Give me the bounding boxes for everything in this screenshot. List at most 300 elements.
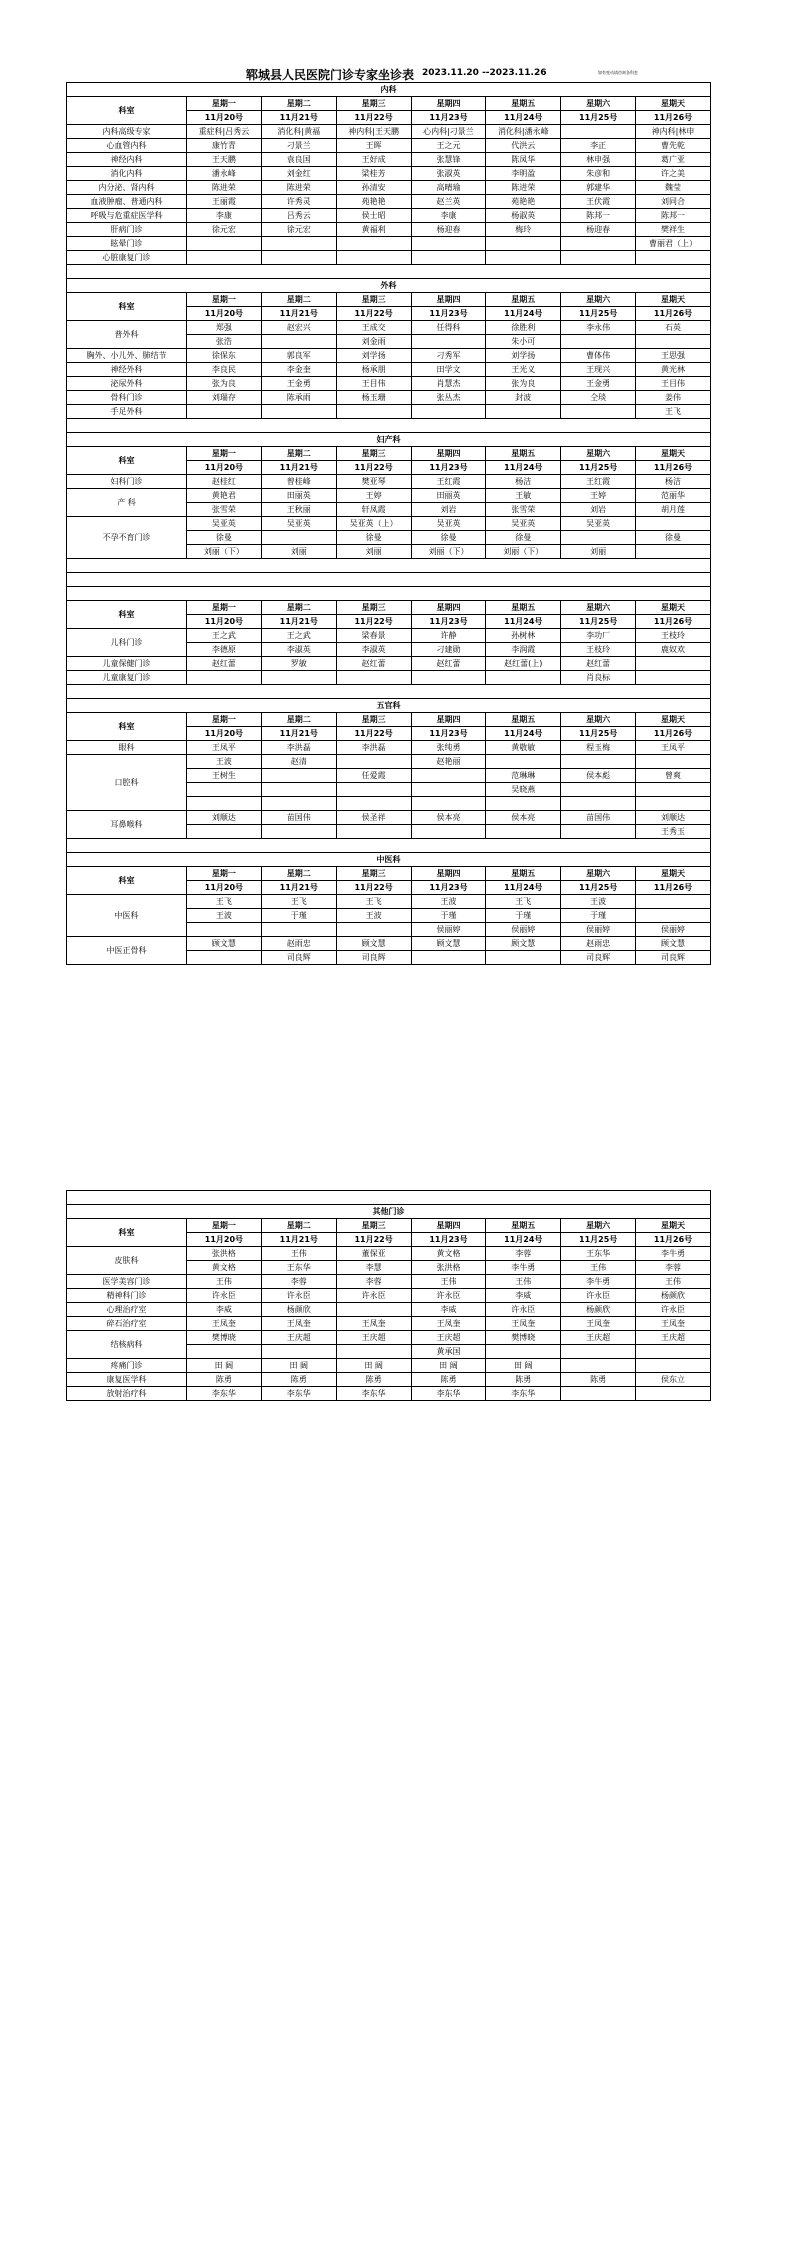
doctor-cell: 李威 [411, 1303, 486, 1317]
doctor-cell: 顾文慧 [411, 937, 486, 951]
dept-header: 科室 [67, 867, 187, 895]
doctor-cell: 陈勇 [187, 1373, 262, 1387]
doctor-cell: 魏莹 [636, 181, 711, 195]
doctor-cell: 程玉梅 [561, 741, 636, 755]
doctor-cell: 王树生 [187, 769, 262, 783]
doctor-cell [561, 1345, 636, 1359]
table-row [67, 517, 711, 531]
table-row [67, 657, 711, 671]
doctor-cell: 杨迎春 [561, 223, 636, 237]
doctor-cell [261, 797, 336, 811]
weekday-cell: 星期五 [486, 713, 561, 727]
doctor-cell: 李东华 [261, 1387, 336, 1401]
doctor-cell [636, 797, 711, 811]
doctor-cell: 黄敬敏 [486, 741, 561, 755]
blank-row [67, 559, 711, 573]
doctor-cell: 王伟 [411, 1275, 486, 1289]
doctor-cell [187, 783, 262, 797]
doctor-cell: 张洪格 [187, 1247, 262, 1261]
section-title: 妇产科 [67, 433, 711, 447]
dept-header: 科室 [67, 713, 187, 741]
doctor-cell: 吴亚英 [561, 517, 636, 531]
doctor-cell [636, 335, 711, 349]
doctor-cell: 王庆超 [411, 1331, 486, 1345]
doctor-cell: 许永臣 [411, 1289, 486, 1303]
dept-header: 科室 [67, 1219, 187, 1247]
doctor-cell: 赵兰英 [411, 195, 486, 209]
dept-cell: 心理治疗室 [67, 1303, 187, 1317]
weekday-cell: 星期三 [336, 867, 411, 881]
doctor-cell: 司良辉 [336, 951, 411, 965]
doctor-cell: 侯圣祥 [336, 811, 411, 825]
doctor-cell: 李淑英 [261, 643, 336, 657]
dept-cell: 心脏康复门诊 [67, 251, 187, 265]
doctor-cell: 郭良军 [261, 349, 336, 363]
doctor-cell: 陈勇 [411, 1373, 486, 1387]
doctor-cell: 王红霞 [411, 475, 486, 489]
date-cell: 11月23号 [411, 307, 486, 321]
table-row [67, 125, 711, 139]
doctor-cell: 顾文慧 [486, 937, 561, 951]
weekday-row [67, 1219, 711, 1233]
doctor-cell [561, 531, 636, 545]
table-row [67, 391, 711, 405]
doctor-cell [261, 1345, 336, 1359]
doctor-cell: 任得科 [411, 321, 486, 335]
doctor-cell [261, 825, 336, 839]
date-cell: 11月21号 [261, 881, 336, 895]
weekday-cell: 星期一 [187, 1219, 262, 1233]
doctor-cell: 刁秀军 [411, 349, 486, 363]
doctor-cell: 樊博晓 [486, 1331, 561, 1345]
doctor-cell [411, 769, 486, 783]
dept-cell: 手足外科 [67, 405, 187, 419]
doctor-cell [261, 405, 336, 419]
section-title-row [67, 83, 711, 97]
date-cell: 11月22号 [336, 307, 411, 321]
doctor-cell: 于瑾 [561, 909, 636, 923]
doctor-cell: 侯本彪 [561, 769, 636, 783]
weekday-cell: 星期五 [486, 601, 561, 615]
doctor-cell: 李蓉 [261, 1275, 336, 1289]
doctor-cell: 司良辉 [561, 951, 636, 965]
doctor-cell: 范琳琳 [486, 769, 561, 783]
doctor-cell: 神内科|王天鹏 [336, 125, 411, 139]
doctor-cell: 陈勇 [561, 1373, 636, 1387]
doctor-cell: 王波 [561, 895, 636, 909]
weekday-cell: 星期天 [636, 293, 711, 307]
doctor-cell: 李德原 [187, 643, 262, 657]
doctor-cell [486, 825, 561, 839]
date-cell: 11月26号 [636, 1233, 711, 1247]
table-row [67, 811, 711, 825]
weekday-cell: 星期三 [336, 97, 411, 111]
doctor-cell: 王目伟 [636, 377, 711, 391]
dept-cell: 内科高级专家 [67, 125, 187, 139]
doctor-cell [411, 783, 486, 797]
doctor-cell: 田 阔 [336, 1359, 411, 1373]
doctor-cell: 王波 [187, 909, 262, 923]
table-row [67, 1247, 711, 1261]
date-cell: 11月21号 [261, 461, 336, 475]
doctor-cell [411, 251, 486, 265]
doctor-cell: 姜伟 [636, 391, 711, 405]
doctor-cell: 赵红蕾 [336, 657, 411, 671]
doctor-cell: 徐曼 [411, 531, 486, 545]
doctor-cell: 朱彦和 [561, 167, 636, 181]
dept-cell: 皮肤科 [67, 1247, 187, 1275]
weekday-cell: 星期二 [261, 601, 336, 615]
doctor-cell: 苗国伟 [561, 811, 636, 825]
dept-cell: 康复医学科 [67, 1373, 187, 1387]
doctor-cell [561, 783, 636, 797]
doctor-cell: 樊博晓 [187, 1331, 262, 1345]
doctor-cell: 消化科|黄福 [261, 125, 336, 139]
doctor-cell: 袁良国 [261, 153, 336, 167]
doctor-cell: 罗敏 [261, 657, 336, 671]
schedule-table-page2 [66, 1190, 711, 1401]
date-cell: 11月23号 [411, 1233, 486, 1247]
weekday-cell: 星期二 [261, 713, 336, 727]
section-title [67, 587, 711, 601]
doctor-cell: 陈勇 [486, 1373, 561, 1387]
weekday-cell: 星期天 [636, 1219, 711, 1233]
doctor-cell [336, 1345, 411, 1359]
doctor-cell: 黄福利 [336, 223, 411, 237]
doctor-cell [636, 895, 711, 909]
doctor-cell: 徐曼 [336, 531, 411, 545]
doctor-cell [261, 769, 336, 783]
doctor-cell: 徐保东 [187, 349, 262, 363]
doctor-cell: 李蓉 [636, 1261, 711, 1275]
doctor-cell [486, 797, 561, 811]
doctor-cell [561, 797, 636, 811]
dept-cell: 妇科门诊 [67, 475, 187, 489]
doctor-cell [636, 545, 711, 559]
doctor-cell: 王凤平 [187, 741, 262, 755]
doctor-cell: 王伟 [636, 1275, 711, 1289]
doctor-cell [336, 251, 411, 265]
dept-cell: 结核病科 [67, 1331, 187, 1359]
blank-cell [67, 419, 711, 433]
doctor-cell: 任爱霞 [336, 769, 411, 783]
doctor-cell: 潘永峰 [187, 167, 262, 181]
table-row [67, 1289, 711, 1303]
doctor-cell: 李正 [561, 139, 636, 153]
header-note: 如有变动请咨询各科室 [598, 70, 638, 75]
doctor-cell: 李良民 [187, 363, 262, 377]
weekday-cell: 星期三 [336, 1219, 411, 1233]
doctor-cell: 刘丽（下） [411, 545, 486, 559]
weekday-cell: 星期二 [261, 97, 336, 111]
section-title-row [67, 279, 711, 293]
doctor-cell [561, 1387, 636, 1401]
doctor-cell: 朱小可 [486, 335, 561, 349]
doctor-cell: 鹿奴欢 [636, 643, 711, 657]
weekday-cell: 星期一 [187, 867, 262, 881]
table-row [67, 1275, 711, 1289]
date-cell: 11月23号 [411, 111, 486, 125]
doctor-cell: 赵清 [261, 755, 336, 769]
dept-cell: 肝病门诊 [67, 223, 187, 237]
table-row [67, 1331, 711, 1345]
doctor-cell: 侯丽婷 [636, 923, 711, 937]
doctor-cell: 曹先乾 [636, 139, 711, 153]
doctor-cell [411, 237, 486, 251]
doctor-cell: 田丽英 [411, 489, 486, 503]
dept-cell: 放射治疗科 [67, 1387, 187, 1401]
doctor-cell: 王敏 [486, 489, 561, 503]
doctor-cell [187, 797, 262, 811]
section-title: 外科 [67, 279, 711, 293]
doctor-cell: 郑强 [187, 321, 262, 335]
doctor-cell: 赵红蕾 [411, 657, 486, 671]
date-cell: 11月20号 [187, 111, 262, 125]
table-row [67, 489, 711, 503]
doctor-cell [636, 671, 711, 685]
weekday-cell: 星期一 [187, 601, 262, 615]
date-cell: 11月22号 [336, 1233, 411, 1247]
doctor-cell [336, 1303, 411, 1317]
doctor-cell: 侯东立 [636, 1373, 711, 1387]
dept-cell: 耳鼻喉科 [67, 811, 187, 839]
table-row [67, 167, 711, 181]
doctor-cell: 王飞 [187, 895, 262, 909]
doctor-cell: 刘学扬 [486, 349, 561, 363]
doctor-cell: 代洪云 [486, 139, 561, 153]
weekday-cell: 星期一 [187, 447, 262, 461]
date-cell: 11月25号 [561, 461, 636, 475]
doctor-cell: 黄艳君 [187, 489, 262, 503]
date-cell: 11月24号 [486, 111, 561, 125]
weekday-cell: 星期天 [636, 97, 711, 111]
weekday-cell: 星期六 [561, 293, 636, 307]
doctor-cell: 梁桂芳 [336, 167, 411, 181]
doctor-cell: 赵桂红 [187, 475, 262, 489]
date-cell: 11月26号 [636, 881, 711, 895]
section-title: 五官科 [67, 699, 711, 713]
weekday-cell: 星期天 [636, 713, 711, 727]
doctor-cell: 王秀玉 [636, 825, 711, 839]
doctor-cell: 梅玲 [486, 223, 561, 237]
doctor-cell: 樊亚琴 [336, 475, 411, 489]
date-cell: 11月20号 [187, 307, 262, 321]
doctor-cell: 李康 [187, 209, 262, 223]
dept-header: 科室 [67, 97, 187, 125]
dept-cell: 产 科 [67, 489, 187, 517]
doctor-cell: 高晴瑜 [411, 181, 486, 195]
doctor-cell: 杨颜欣 [261, 1303, 336, 1317]
doctor-cell: 王庆超 [336, 1331, 411, 1345]
doctor-cell: 张雪荣 [187, 503, 262, 517]
date-cell: 11月21号 [261, 1233, 336, 1247]
blank-cell [67, 839, 711, 853]
doctor-cell: 许永臣 [636, 1303, 711, 1317]
doctor-cell [261, 923, 336, 937]
doctor-cell: 神内科|林申 [636, 125, 711, 139]
doctor-cell: 吕秀云 [261, 209, 336, 223]
table-row [67, 1373, 711, 1387]
dept-cell: 儿童保健门诊 [67, 657, 187, 671]
table-row [67, 377, 711, 391]
weekday-cell: 星期三 [336, 293, 411, 307]
doctor-cell: 黄文格 [187, 1261, 262, 1275]
weekday-cell: 星期五 [486, 1219, 561, 1233]
doctor-cell [336, 783, 411, 797]
date-cell: 11月23号 [411, 881, 486, 895]
dept-header: 科室 [67, 601, 187, 629]
doctor-cell [636, 1359, 711, 1373]
doctor-cell: 张淑英 [411, 167, 486, 181]
doctor-cell: 赵雨忠 [561, 937, 636, 951]
doctor-cell [486, 755, 561, 769]
doctor-cell: 侯本亮 [486, 811, 561, 825]
doctor-cell [636, 783, 711, 797]
doctor-cell: 李东华 [486, 1387, 561, 1401]
doctor-cell: 董保亚 [336, 1247, 411, 1261]
dept-cell: 儿童康复门诊 [67, 671, 187, 685]
doctor-cell: 吴亚英 [261, 517, 336, 531]
doctor-cell [411, 405, 486, 419]
doctor-cell: 田丽英 [261, 489, 336, 503]
date-cell: 11月25号 [561, 307, 636, 321]
doctor-cell: 徐曼 [636, 531, 711, 545]
weekday-cell: 星期二 [261, 1219, 336, 1233]
doctor-cell: 顾文慧 [336, 937, 411, 951]
doctor-cell: 王庆超 [636, 1331, 711, 1345]
weekday-row [67, 713, 711, 727]
doctor-cell [636, 1345, 711, 1359]
table-row [67, 181, 711, 195]
date-cell: 11月22号 [336, 461, 411, 475]
doctor-cell [561, 125, 636, 139]
doctor-cell: 刁景兰 [261, 139, 336, 153]
date-cell: 11月21号 [261, 727, 336, 741]
table-row [67, 475, 711, 489]
weekday-cell: 星期一 [187, 97, 262, 111]
weekday-cell: 星期六 [561, 713, 636, 727]
doctor-cell: 苗国伟 [261, 811, 336, 825]
blank-row [67, 685, 711, 699]
weekday-cell: 星期五 [486, 293, 561, 307]
doctor-cell: 田学文 [411, 363, 486, 377]
doctor-cell: 王之武 [187, 629, 262, 643]
doctor-cell: 刘岩 [411, 503, 486, 517]
doctor-cell [261, 671, 336, 685]
doctor-cell: 李蓉 [486, 1247, 561, 1261]
table-row [67, 629, 711, 643]
doctor-cell: 赵艳丽 [411, 755, 486, 769]
table-row [67, 671, 711, 685]
doctor-cell: 赵红蕾 [187, 657, 262, 671]
date-cell: 11月22号 [336, 615, 411, 629]
doctor-cell: 许之美 [636, 167, 711, 181]
doctor-cell [561, 755, 636, 769]
date-cell: 11月20号 [187, 1233, 262, 1247]
doctor-cell: 苑艳艳 [486, 195, 561, 209]
doctor-cell: 黄承国 [411, 1345, 486, 1359]
doctor-cell [336, 797, 411, 811]
doctor-cell: 心内科|刁景兰 [411, 125, 486, 139]
doctor-cell: 王凤奎 [261, 1317, 336, 1331]
doctor-cell: 许永臣 [261, 1289, 336, 1303]
date-cell: 11月25号 [561, 881, 636, 895]
blank-row [67, 1191, 711, 1205]
doctor-cell: 王波 [411, 895, 486, 909]
doctor-cell: 樊祥生 [636, 223, 711, 237]
weekday-cell: 星期天 [636, 447, 711, 461]
weekday-cell: 星期四 [411, 447, 486, 461]
doctor-cell: 曹丽君（上） [636, 237, 711, 251]
date-cell: 11月26号 [636, 307, 711, 321]
weekday-row [67, 867, 711, 881]
doctor-cell: 吴亚英 [486, 517, 561, 531]
doctor-cell: 许秀灵 [261, 195, 336, 209]
doctor-cell [336, 237, 411, 251]
doctor-cell [336, 825, 411, 839]
weekday-cell: 星期四 [411, 601, 486, 615]
doctor-cell: 赵红蕾 [561, 657, 636, 671]
weekday-cell: 星期天 [636, 867, 711, 881]
doctor-cell: 康竹青 [187, 139, 262, 153]
doctor-cell: 张为良 [486, 377, 561, 391]
doctor-cell: 杨迎春 [411, 223, 486, 237]
dept-cell: 碎石治疗室 [67, 1317, 187, 1331]
table-row [67, 195, 711, 209]
doctor-cell: 王之元 [411, 139, 486, 153]
doctor-cell: 王东华 [261, 1261, 336, 1275]
doctor-cell: 王婷 [336, 489, 411, 503]
doctor-cell: 曹体伟 [561, 349, 636, 363]
weekday-cell: 星期五 [486, 867, 561, 881]
doctor-cell: 黄文格 [411, 1247, 486, 1261]
doctor-cell: 刘瑞存 [187, 391, 262, 405]
doctor-cell: 孙树林 [486, 629, 561, 643]
table-row [67, 755, 711, 769]
doctor-cell [636, 517, 711, 531]
doctor-cell [187, 671, 262, 685]
doctor-cell: 李蓉 [336, 1275, 411, 1289]
doctor-cell [187, 825, 262, 839]
doctor-cell: 李淑英 [336, 643, 411, 657]
doctor-cell: 王金勇 [561, 377, 636, 391]
date-cell: 11月22号 [336, 727, 411, 741]
doctor-cell: 轩凤霞 [336, 503, 411, 517]
doctor-cell [336, 671, 411, 685]
blank-cell [67, 573, 711, 587]
doctor-cell [411, 951, 486, 965]
table-row [67, 209, 711, 223]
doctor-cell: 于瑾 [261, 909, 336, 923]
doctor-cell: 田 阔 [411, 1359, 486, 1373]
doctor-cell: 顾文慧 [636, 937, 711, 951]
doctor-cell [636, 909, 711, 923]
section-title-row [67, 433, 711, 447]
doctor-cell: 徐胜利 [486, 321, 561, 335]
doctor-cell: 赵红蕾(上) [486, 657, 561, 671]
date-cell: 11月23号 [411, 727, 486, 741]
dept-cell: 眼科 [67, 741, 187, 755]
doctor-cell: 李威 [486, 1289, 561, 1303]
doctor-cell: 刘同合 [636, 195, 711, 209]
doctor-cell: 杨淑英 [486, 209, 561, 223]
doctor-cell: 曾爽 [636, 769, 711, 783]
doctor-cell: 杨玉珊 [336, 391, 411, 405]
doctor-cell: 胡月莲 [636, 503, 711, 517]
dept-header: 科室 [67, 293, 187, 321]
doctor-cell [336, 923, 411, 937]
doctor-cell [261, 251, 336, 265]
